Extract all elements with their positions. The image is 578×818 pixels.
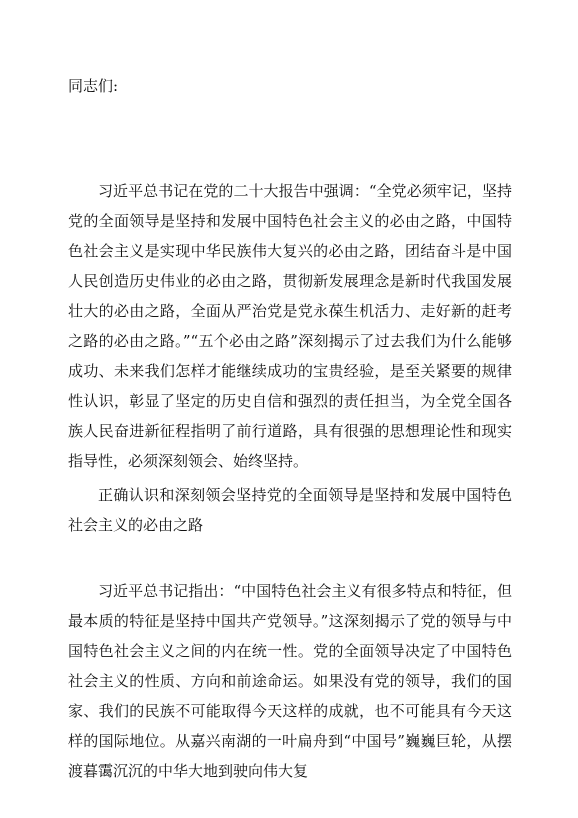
section-heading: 正确认识和深刻领会坚持党的全面领导是坚持和发展中国特色社会主义的必由之路 bbox=[68, 486, 512, 534]
paragraph-intro: 习近平总书记在党的二十大报告中强调：“全党必须牢记，坚持党的全面领导是坚持和发展中国特色社会主义的必由之路，中国特色社会主义是实现中华民族伟大复兴的必由之路，团结奋斗是中国人民创造历史伟业的必由之路，贯彻新发展理念是新时代我国发展壮大的必由之路，全面从严治党是党永葆生机活力、走好新的赶考之路的必由之路。”“五个必由之路”深刻揭示了过去我们为什么能够成功、未来我们怎样才能继续成功的宝贵经验，是至关紧要的规律性认识，彰显了坚定的历史自信和强烈的责任担当，为全党全国各族人民奋进新征程指明了前行道路，具有很强的思想理论性和现实指导性，必须深刻领会、始终坚持。 bbox=[68, 182, 512, 470]
paragraph-body: 习近平总书记指出：“中国特色社会主义有很多特点和特征，但最本质的特征是坚持中国共产党领导。”这深刻揭示了党的领导与中国特色社会主义之间的内在统一性。党的全面领导决定了中国特色社会主义的性质、方向和前途命运。如果没有党的领导，我们的国家、我们的民族不可能取得今天这样的成就，也不可能具有今天这样的国际地位。从嘉兴南湖的一叶扁舟到“中国号”巍巍巨轮，从摆渡暮霭沉沉的中华大地到驶向伟大复 bbox=[68, 582, 512, 780]
greeting: 同志们: bbox=[68, 77, 119, 95]
